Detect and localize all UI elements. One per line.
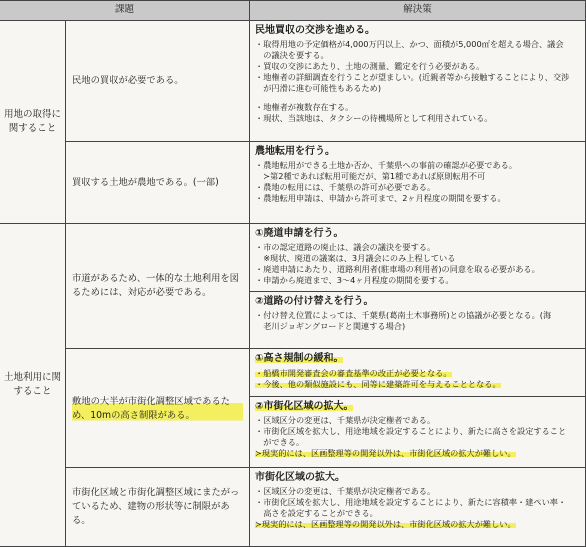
solution-line: の議決を要する。: [255, 50, 329, 61]
issue-text: 市道があるため、一体的な土地利用を図るためには、対応が必要である。: [72, 273, 239, 298]
solution-line: ・申請から廃道まで、3～4ヶ月程度の期間を要する。: [255, 274, 454, 285]
solution-line: が円滑に進む可能性もあるため): [255, 82, 382, 93]
solution-line: ・市街化区域を拡大し、用途地域を設定することにより、新たに容積率・建ぺい率・: [255, 497, 567, 508]
solution-line-highlighted: ・船橋市開発審査会の審査基準の改正が必要となる。: [255, 367, 452, 378]
solution-line: ・現状、当該地は、タクシーの待機場所として利用されている。: [255, 113, 493, 124]
solution-line: ・農地転用ができる土地か否か、千葉県への事前の確認が必要である。: [255, 160, 518, 171]
issue-text: 買収する土地が農地である。(一部): [72, 176, 219, 188]
solution-urban-area-expansion-2: [250, 468, 586, 547]
issue-building-shape: [66, 468, 250, 547]
solution-line: ・農地転用申請は、申請から許可まで、2ヶ月程度の期間を要する。: [255, 192, 506, 203]
category-land-acquisition: [0, 21, 66, 224]
solution-line: ※現状、廃道の議案は、3月議会にのみ上程している: [255, 253, 456, 264]
solution-title: 農地転用を行う。: [255, 146, 335, 157]
solution-title-highlighted: ②市街化区域の拡大。: [255, 401, 354, 413]
solution-line: ・農地の転用には、千葉県の許可が必要である。: [255, 181, 436, 192]
solution-line: ・地権者の詳細調査を行うことが望ましい。(近親者等から接触することにより、交渉: [255, 71, 570, 82]
solution-line: ・地権者が複数存在する。: [255, 102, 354, 113]
solution-road-abolition: [250, 224, 585, 291]
issue-height-limit: [66, 349, 249, 468]
solution-line: ≻第2種であれば転用可能だが、第1種であれば原則転用不可: [255, 171, 486, 182]
solution-title: ②道路の付け替えを行う。: [255, 295, 374, 307]
issue-farmland: [66, 142, 250, 224]
category-land-use-label: 土地利用に関すること: [3, 372, 61, 397]
solution-road-relocation: [250, 291, 585, 349]
solution-line: ・区域区分の変更は、千葉県が決定権者である。: [255, 415, 436, 426]
category-land-use: [0, 224, 66, 547]
solution-farmland-conversion: [250, 142, 586, 224]
solution-line-highlighted: ・今後、他の類似施設にも、同等に建築許可を与えることとなる。: [255, 378, 501, 389]
issue-private-land-purchase: [66, 21, 250, 142]
issue-column-land-use: [66, 224, 250, 468]
solution-land-negotiation: [250, 21, 586, 142]
header-solution: 解決策: [250, 1, 586, 21]
issue-municipal-road: [66, 224, 249, 349]
issue-text: 民地の買収が必要である。: [72, 75, 184, 87]
solution-column-land-use: [250, 224, 586, 468]
solution-line: ができる。: [255, 437, 305, 448]
solution-line: ・付け替え位置によっては、千葉県(葛南土木事務所)との協議が必要となる。(海: [255, 309, 552, 320]
header-issue: 課題: [0, 1, 250, 21]
solution-line: ・市街化区域を拡大し、用途地域を設定することにより、新たに高さを設定すること: [255, 426, 567, 437]
solution-title: ①廃道申請を行う。: [255, 228, 344, 239]
solution-urban-area-expansion: [250, 396, 585, 467]
solution-line: ・市の認定道路の廃止は、議会の議決を要する。: [255, 242, 436, 253]
issue-text: 市街化区域と市街化調整区域にまたがっているため、建物の形状等に制限がある。: [72, 487, 240, 526]
solution-note-highlighted: ≻現実的には、区画整理等の開発以外は、市街化区域の拡大が難しい。: [255, 447, 516, 458]
solution-title: 市街化区域の拡大。: [255, 472, 345, 483]
solution-line: ・買収の交渉にあたり、土地の測量、鑑定を行う必要がある。: [255, 60, 485, 71]
solution-line: 高さを設定することができる。: [255, 507, 378, 518]
solution-height-relaxation: [250, 348, 585, 396]
solution-title-highlighted: ①高さ規制の緩和。: [255, 353, 344, 365]
solution-line: 老川ジョギングロードと関連する場合): [255, 320, 406, 331]
solution-title: 民地買収の交渉を進める。: [255, 25, 375, 36]
issue-text-highlighted: 敷地の大半が市街化調整区域であるため、10mの高さ制限がある。: [72, 395, 243, 423]
solution-line: ・廃道申請にあたり、道路利用者(駐車場の利用者)の同意を取る必要がある。: [255, 263, 540, 274]
solution-note-highlighted: ≻現実的には、区画整理等の開発以外は、市街化区域の拡大が難しい。: [255, 518, 516, 529]
solution-line: ・取得用地の予定価格が4,000万円以上、かつ、面積が5,000㎡を超える場合、議会: [255, 39, 564, 50]
category-land-acquisition-label: 用地の取得に関すること: [3, 109, 61, 134]
solution-line: ・区域区分の変更は、千葉県が決定権者である。: [255, 486, 436, 497]
